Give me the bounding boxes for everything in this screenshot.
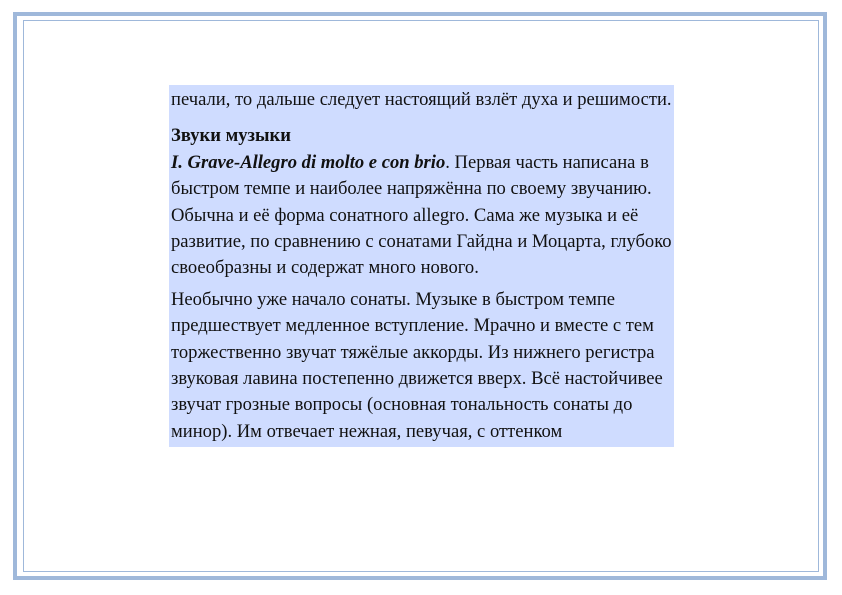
movement-paragraph: [171, 150, 674, 282]
section-heading: Звуки музыки: [171, 125, 291, 147]
sonata-opening-paragraph: Необычно уже начало сонаты. Музыке в быстром темпе предшествует медленное вступление. Мрачно и вместе с тем торжественно звучат тяжёлые аккорды. Из нижнего регистра звуковая лавина постепенно движется вверх. Всё настойчивее звучат грозные вопросы (основная тональность сонаты до минор). Им отвечает нежная, певучая, с оттенком: [171, 288, 663, 442]
continuation-paragraph: печали, то дальше следует настоящий взлёт духа и решимости.: [171, 89, 672, 110]
spacer: [171, 113, 674, 123]
text-block: [169, 85, 674, 447]
movement-title: I. Grave-Allegro di molto e con brio: [171, 151, 446, 173]
movement-description: . Первая часть написана в быстром темпе и наиболее напряжённа по своему звучанию. Обычна и её форма сонатного allegro. Сама же музыка и её развитие, по сравнению с сонатами Гайдна и Моцарта, глубоко своеобразны и содержат много нового.: [171, 151, 672, 279]
